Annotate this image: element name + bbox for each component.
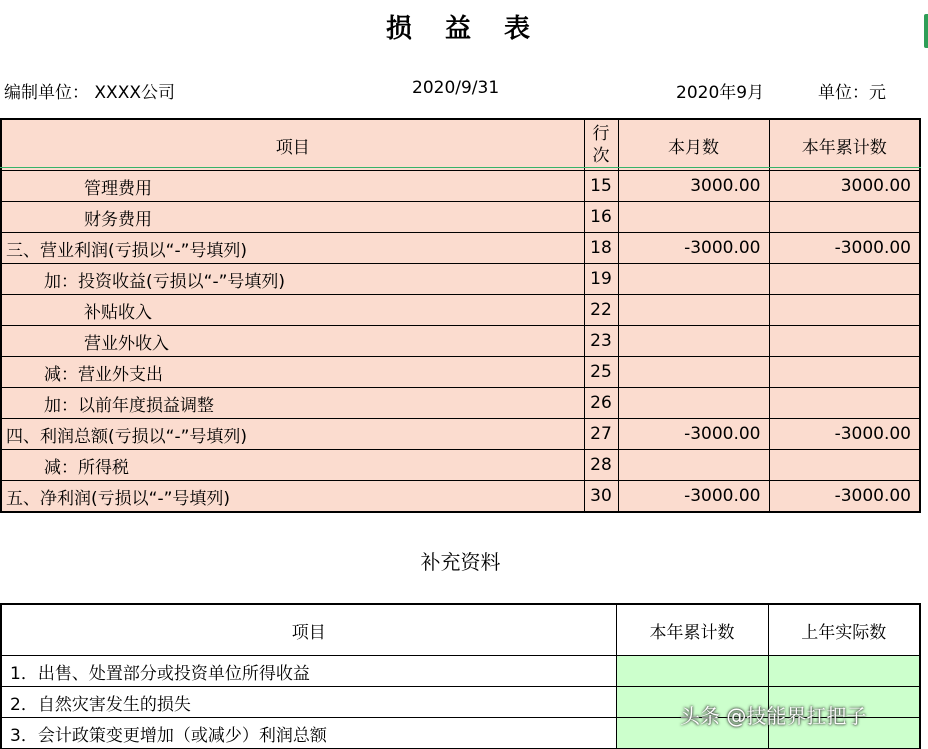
column-header-month[interactable]: 本月数 — [618, 119, 769, 171]
row-month-cell[interactable]: -3000.00 — [618, 481, 769, 513]
income-statement-table — [0, 118, 921, 513]
row-item-cell[interactable]: 营业外收入 — [1, 326, 584, 357]
row-ytd-cell[interactable] — [769, 326, 920, 357]
row-month-cell[interactable] — [618, 388, 769, 419]
row-item-cell[interactable]: 减：营业外支出 — [1, 357, 584, 388]
table-row — [1, 388, 920, 419]
supplement-prev-cell[interactable] — [768, 656, 920, 687]
row-line-cell[interactable]: 27 — [584, 419, 618, 450]
reporting-unit: 编制单位： XXXX公司 — [4, 83, 175, 103]
row-month-cell[interactable] — [618, 264, 769, 295]
column-header-item[interactable]: 项目 — [1, 119, 584, 171]
table-header-row — [1, 119, 920, 171]
row-line-cell[interactable]: 23 — [584, 326, 618, 357]
column-header-line-text: 行次 — [592, 124, 610, 166]
row-ytd-cell[interactable]: -3000.00 — [769, 233, 920, 264]
row-line-cell[interactable]: 18 — [584, 233, 618, 264]
watermark-text: 头条 @技能界扛把子 — [680, 704, 867, 728]
row-line-cell[interactable]: 28 — [584, 450, 618, 481]
row-month-cell[interactable]: -3000.00 — [618, 233, 769, 264]
row-ytd-cell[interactable] — [769, 357, 920, 388]
currency-unit: 单位：元 — [818, 83, 886, 103]
side-tab-marker[interactable] — [924, 14, 928, 48]
table-row — [1, 295, 920, 326]
table-row — [1, 481, 920, 513]
supplement-ytd-cell[interactable] — [616, 656, 768, 687]
row-month-cell[interactable]: 3000.00 — [618, 171, 769, 202]
row-line-cell[interactable]: 15 — [584, 171, 618, 202]
row-month-cell[interactable] — [618, 326, 769, 357]
supplement-item-cell[interactable]: 1．出售、处置部分或投资单位所得收益 — [1, 656, 616, 687]
row-line-cell[interactable]: 25 — [584, 357, 618, 388]
row-ytd-cell[interactable] — [769, 295, 920, 326]
row-item-cell[interactable]: 三、营业利润(亏损以“-”号填列) — [1, 233, 584, 264]
table-row — [1, 202, 920, 233]
row-ytd-cell[interactable] — [769, 388, 920, 419]
row-ytd-cell[interactable] — [769, 450, 920, 481]
supplement-header-prev[interactable]: 上年实际数 — [768, 604, 920, 656]
table-row — [1, 656, 920, 687]
column-header-line[interactable] — [584, 119, 618, 171]
row-ytd-cell[interactable]: 3000.00 — [769, 171, 920, 202]
report-date: 2020/9/31 — [412, 78, 500, 98]
row-item-cell[interactable]: 财务费用 — [1, 202, 584, 233]
row-item-cell[interactable]: 加：投资收益(亏损以“-”号填列) — [1, 264, 584, 295]
row-month-cell[interactable] — [618, 202, 769, 233]
table-row — [1, 450, 920, 481]
row-item-cell[interactable]: 管理费用 — [1, 171, 584, 202]
table-row — [1, 171, 920, 202]
row-line-cell[interactable]: 26 — [584, 388, 618, 419]
row-line-cell[interactable]: 19 — [584, 264, 618, 295]
row-line-cell[interactable]: 30 — [584, 481, 618, 513]
supplement-item-cell[interactable]: 2．自然灾害发生的损失 — [1, 687, 616, 718]
row-month-cell[interactable] — [618, 295, 769, 326]
cell-selection-line — [0, 167, 921, 168]
table-row — [1, 233, 920, 264]
row-ytd-cell[interactable]: -3000.00 — [769, 481, 920, 513]
supplement-header-ytd[interactable]: 本年累计数 — [616, 604, 768, 656]
table-row — [1, 326, 920, 357]
row-month-cell[interactable] — [618, 450, 769, 481]
supplement-item-cell[interactable]: 3．会计政策变更增加（或减少）利润总额 — [1, 718, 616, 749]
row-item-cell[interactable]: 减：所得税 — [1, 450, 584, 481]
row-line-cell[interactable]: 22 — [584, 295, 618, 326]
row-ytd-cell[interactable] — [769, 264, 920, 295]
row-item-cell[interactable]: 四、利润总额(亏损以“-”号填列) — [1, 419, 584, 450]
report-title: 损 益 表 — [385, 14, 543, 44]
supplement-header-row — [1, 604, 920, 656]
row-line-cell[interactable]: 16 — [584, 202, 618, 233]
table-row — [1, 357, 920, 388]
table-row — [1, 264, 920, 295]
report-period: 2020年9月 — [676, 83, 765, 103]
row-month-cell[interactable]: -3000.00 — [618, 419, 769, 450]
supplement-title: 补充资料 — [420, 550, 501, 574]
row-item-cell[interactable]: 补贴收入 — [1, 295, 584, 326]
row-ytd-cell[interactable]: -3000.00 — [769, 419, 920, 450]
row-month-cell[interactable] — [618, 357, 769, 388]
row-item-cell[interactable]: 五、净利润(亏损以“-”号填列) — [1, 481, 584, 513]
row-ytd-cell[interactable] — [769, 202, 920, 233]
row-item-cell[interactable]: 加：以前年度损益调整 — [1, 388, 584, 419]
table-row — [1, 419, 920, 450]
column-header-ytd[interactable]: 本年累计数 — [769, 119, 920, 171]
supplement-header-item[interactable]: 项目 — [1, 604, 616, 656]
